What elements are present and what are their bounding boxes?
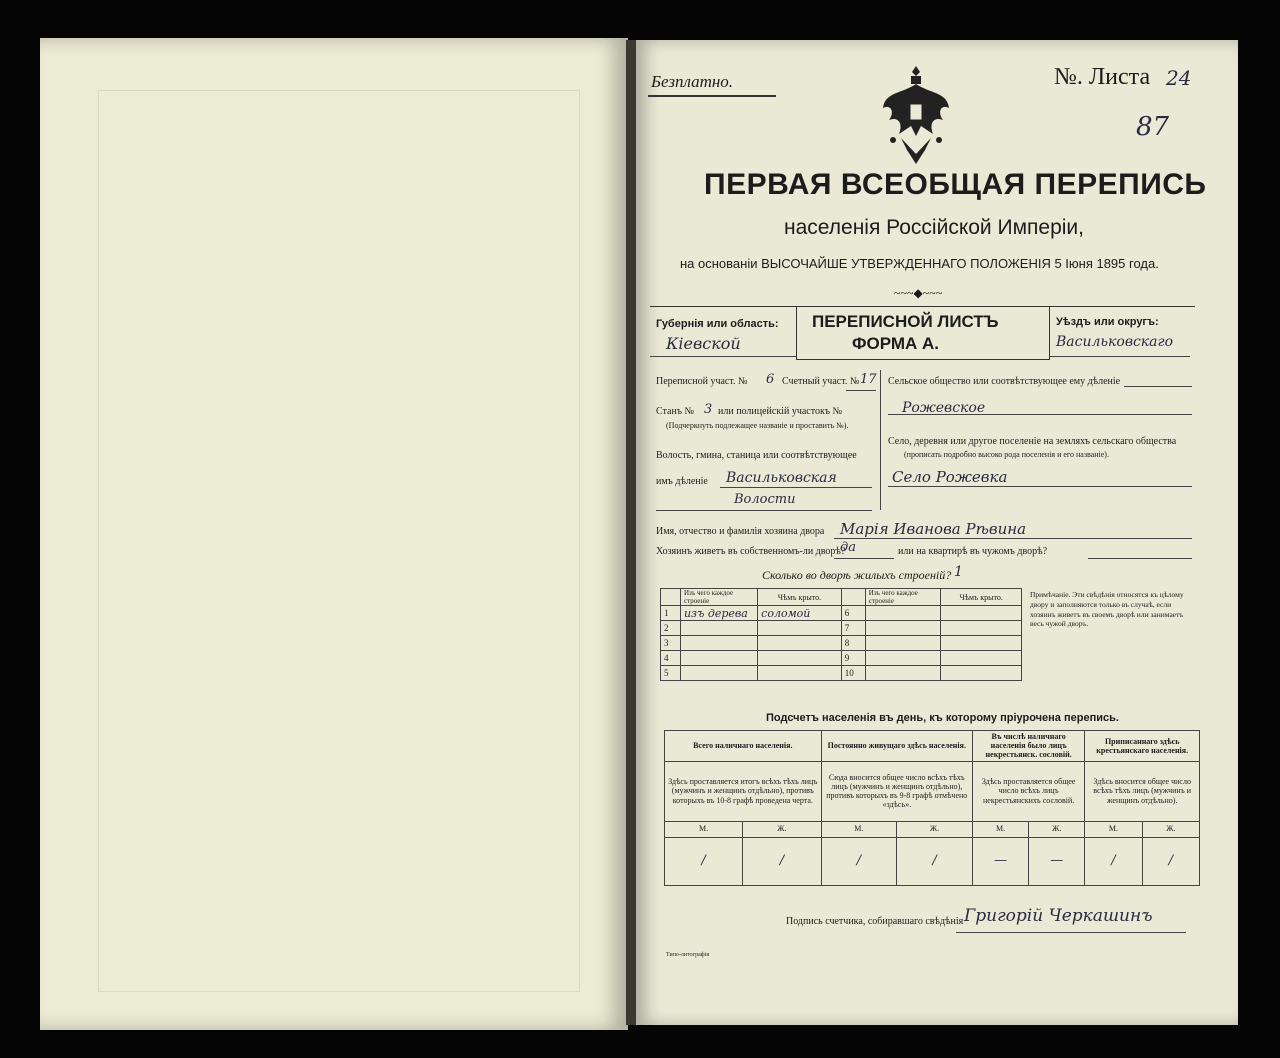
own-yard-line <box>834 558 894 559</box>
signature-line <box>956 932 1186 933</box>
village-note: (прописать подробно высоко рода поселенія и его названіе). <box>904 450 1109 459</box>
sex-m-header: М. <box>821 821 896 837</box>
form-title: ПЕРЕПИСНОЙ ЛИСТЪ <box>812 312 999 331</box>
volost-label: Волость, гмина, станица или соотвѣтствующее <box>656 450 857 461</box>
row-num: 10 <box>841 666 865 681</box>
volost-label-2: имъ дѣленіе <box>656 476 708 487</box>
page-subtitle: населенія Россійской Имперіи, <box>784 216 1084 239</box>
district-value: Васильковскаго <box>1056 334 1174 350</box>
left-page-frame <box>98 90 580 992</box>
buildings-table <box>660 588 1022 681</box>
double-headed-eagle-icon <box>881 64 951 172</box>
count-area-line <box>846 390 876 391</box>
owner-value: Марія Иванова Рѣвина <box>840 520 1027 538</box>
row-num: 9 <box>841 651 865 666</box>
form-type: ФОРМА А. <box>852 334 940 353</box>
police-label: или полицейскій участокъ № <box>718 406 843 417</box>
summary-value: / <box>665 837 743 885</box>
rural-society-line-1 <box>1124 386 1192 387</box>
decorative-divider: ~~~◆~~~ <box>894 286 943 300</box>
handwritten-page-number: 87 <box>1136 112 1170 142</box>
summary-col-4-body: Здѣсь вносится общее число всѣхъ тѣхъ лицъ (мужчинъ и женщинъ отдѣльно). <box>1085 761 1200 821</box>
col-material-header-2: Изъ чего каждое строеніе <box>865 589 941 606</box>
buildings-label: Сколько во дворѣ жилыхъ строеній? <box>762 568 952 582</box>
volost-line <box>720 487 872 488</box>
row-material: изъ дерева <box>680 606 757 621</box>
table-row <box>661 621 1022 636</box>
village-line <box>888 486 1192 487</box>
row-num: 7 <box>841 621 865 636</box>
volost-value: Васильковская <box>726 470 837 486</box>
table-row <box>661 636 1022 651</box>
owner-line <box>834 538 1192 539</box>
count-area-value: 17 <box>860 372 877 387</box>
summary-col-1-body: Здѣсь проставляется итогъ всѣхъ тѣхъ лицъ (мужчинъ и женщинъ отдѣльно), противъ которыхъ въ 10-8 графѣ проведена черта. <box>665 761 822 821</box>
col-material-header: Изъ чего каждое строеніе <box>680 589 757 606</box>
buildings-value: 1 <box>954 564 963 580</box>
summary-col-1-header: Всего наличнаго населенія. <box>665 731 822 762</box>
rent-line <box>1088 558 1192 559</box>
volost-value-2: Волости <box>734 492 796 507</box>
sex-f-header: Ж. <box>1142 821 1199 837</box>
printer-mark: Типо-литографія <box>666 952 710 958</box>
left-blank-page <box>40 38 628 1030</box>
sex-m-header: М. <box>1085 821 1142 837</box>
signature-value: Григорій Черкашинъ <box>964 906 1153 926</box>
summary-col-4-header: Приписаннаго здѣсь крестьянскаго населенія. <box>1085 731 1200 762</box>
col-roof-header-2: Чѣмъ крыто. <box>941 589 1022 606</box>
column-divider <box>880 370 881 510</box>
stan-label: Станъ № <box>656 406 695 417</box>
summary-table <box>664 730 1200 886</box>
summary-value: / <box>821 837 896 885</box>
summary-value: / <box>1142 837 1199 885</box>
row-num: 4 <box>661 651 681 666</box>
table-row <box>661 651 1022 666</box>
rural-society-label: Сельское общество или соотвѣтствующее ему дѣленіе <box>888 376 1121 387</box>
signature-label: Подпись счетчика, собиравшаго свѣдѣнія <box>786 916 964 927</box>
summary-value: / <box>1085 837 1142 885</box>
page-title: ПЕРВАЯ ВСЕОБЩАЯ ПЕРЕПИСЬ <box>704 168 1207 201</box>
row-num: 6 <box>841 606 865 621</box>
village-label: Село, деревня или другое поселеніе на земляхъ сельскаго общества <box>888 436 1177 447</box>
row-num: 3 <box>661 636 681 651</box>
village-value: Село Рожевка <box>892 468 1008 486</box>
rural-society-line-2 <box>888 414 1192 415</box>
sex-m-header: М. <box>665 821 743 837</box>
summary-value: / <box>743 837 821 885</box>
census-area-value: 6 <box>766 372 775 387</box>
district-label: Уѣздъ или округъ: <box>1056 316 1159 328</box>
summary-value: / <box>897 837 973 885</box>
census-area-label: Переписной участ. № <box>656 376 748 387</box>
census-form-page <box>636 40 1238 1025</box>
summary-title: Подсчетъ населенія въ день, къ которому пріурочена перепись. <box>766 712 1119 724</box>
row-roof: соломой <box>758 606 842 621</box>
province-value: Кіевской <box>666 334 741 353</box>
province-line <box>650 356 796 357</box>
table-row <box>661 666 1022 681</box>
sex-f-header: Ж. <box>1029 821 1085 837</box>
sex-m-header: М. <box>972 821 1028 837</box>
buildings-note: Примѣчаніе. Эти свѣдѣнія относятся къ цѣлому двору и заполняются только въ случаѣ, если хозяинъ живетъ въ своемъ дворѣ или занимаетъ весь чужой дворъ. <box>1030 590 1184 629</box>
rural-society-value: Рожевское <box>902 400 986 416</box>
row-num: 1 <box>661 606 681 621</box>
district-line <box>1050 356 1190 357</box>
sex-f-header: Ж. <box>897 821 973 837</box>
free-underline <box>648 95 776 97</box>
summary-value: — <box>1029 837 1085 885</box>
own-yard-label: Хозяинъ живетъ въ собственномъ-ли дворѣ? <box>656 546 846 557</box>
table-row <box>661 606 1022 621</box>
row-num: 2 <box>661 621 681 636</box>
owner-label: Имя, отчество и фамилія хозяина двора <box>656 526 825 537</box>
row-num: 8 <box>841 636 865 651</box>
col-roof-header: Чѣмъ крыто. <box>758 589 842 606</box>
sheet-number-label: №. Листа <box>1054 64 1151 90</box>
summary-value: — <box>972 837 1028 885</box>
count-area-label: Счетный участ. № <box>782 376 860 387</box>
stan-value: 3 <box>704 402 713 417</box>
row-num: 5 <box>661 666 681 681</box>
rent-label: или на квартирѣ въ чужомъ дворѣ? <box>898 546 1048 557</box>
summary-col-3-body: Здѣсь проставляется общее число всѣхъ лицъ некрестьянскихъ сословій. <box>972 761 1084 821</box>
free-label: Безплатно. <box>651 72 734 91</box>
summary-col-2-body: Сюда вносится общее число всѣхъ тѣхъ лицъ (мужчинъ и женщинъ отдѣльно), противъ которыхъ въ 9-8 графѣ отмѣчено «здѣсь». <box>821 761 972 821</box>
sex-f-header: Ж. <box>743 821 821 837</box>
stan-note: (Подчеркнуть подлежащее названіе и проставить №). <box>666 421 849 430</box>
sheet-number-value: 24 <box>1166 66 1192 90</box>
summary-col-3-header: Въ числѣ наличнаго населенія было лицъ некрестьянск. сословій. <box>972 731 1084 762</box>
province-label: Губернія или область: <box>656 318 779 330</box>
own-yard-value: да <box>840 540 856 555</box>
volost-line-2 <box>656 510 872 511</box>
summary-col-2-header: Постоянно живущаго здѣсь населенія. <box>821 731 972 762</box>
legal-basis: на основаніи ВЫСОЧАЙШЕ УТВЕРЖДЕННАГО ПОЛОЖЕНІЯ 5 Іюня 1895 года. <box>680 256 1159 271</box>
